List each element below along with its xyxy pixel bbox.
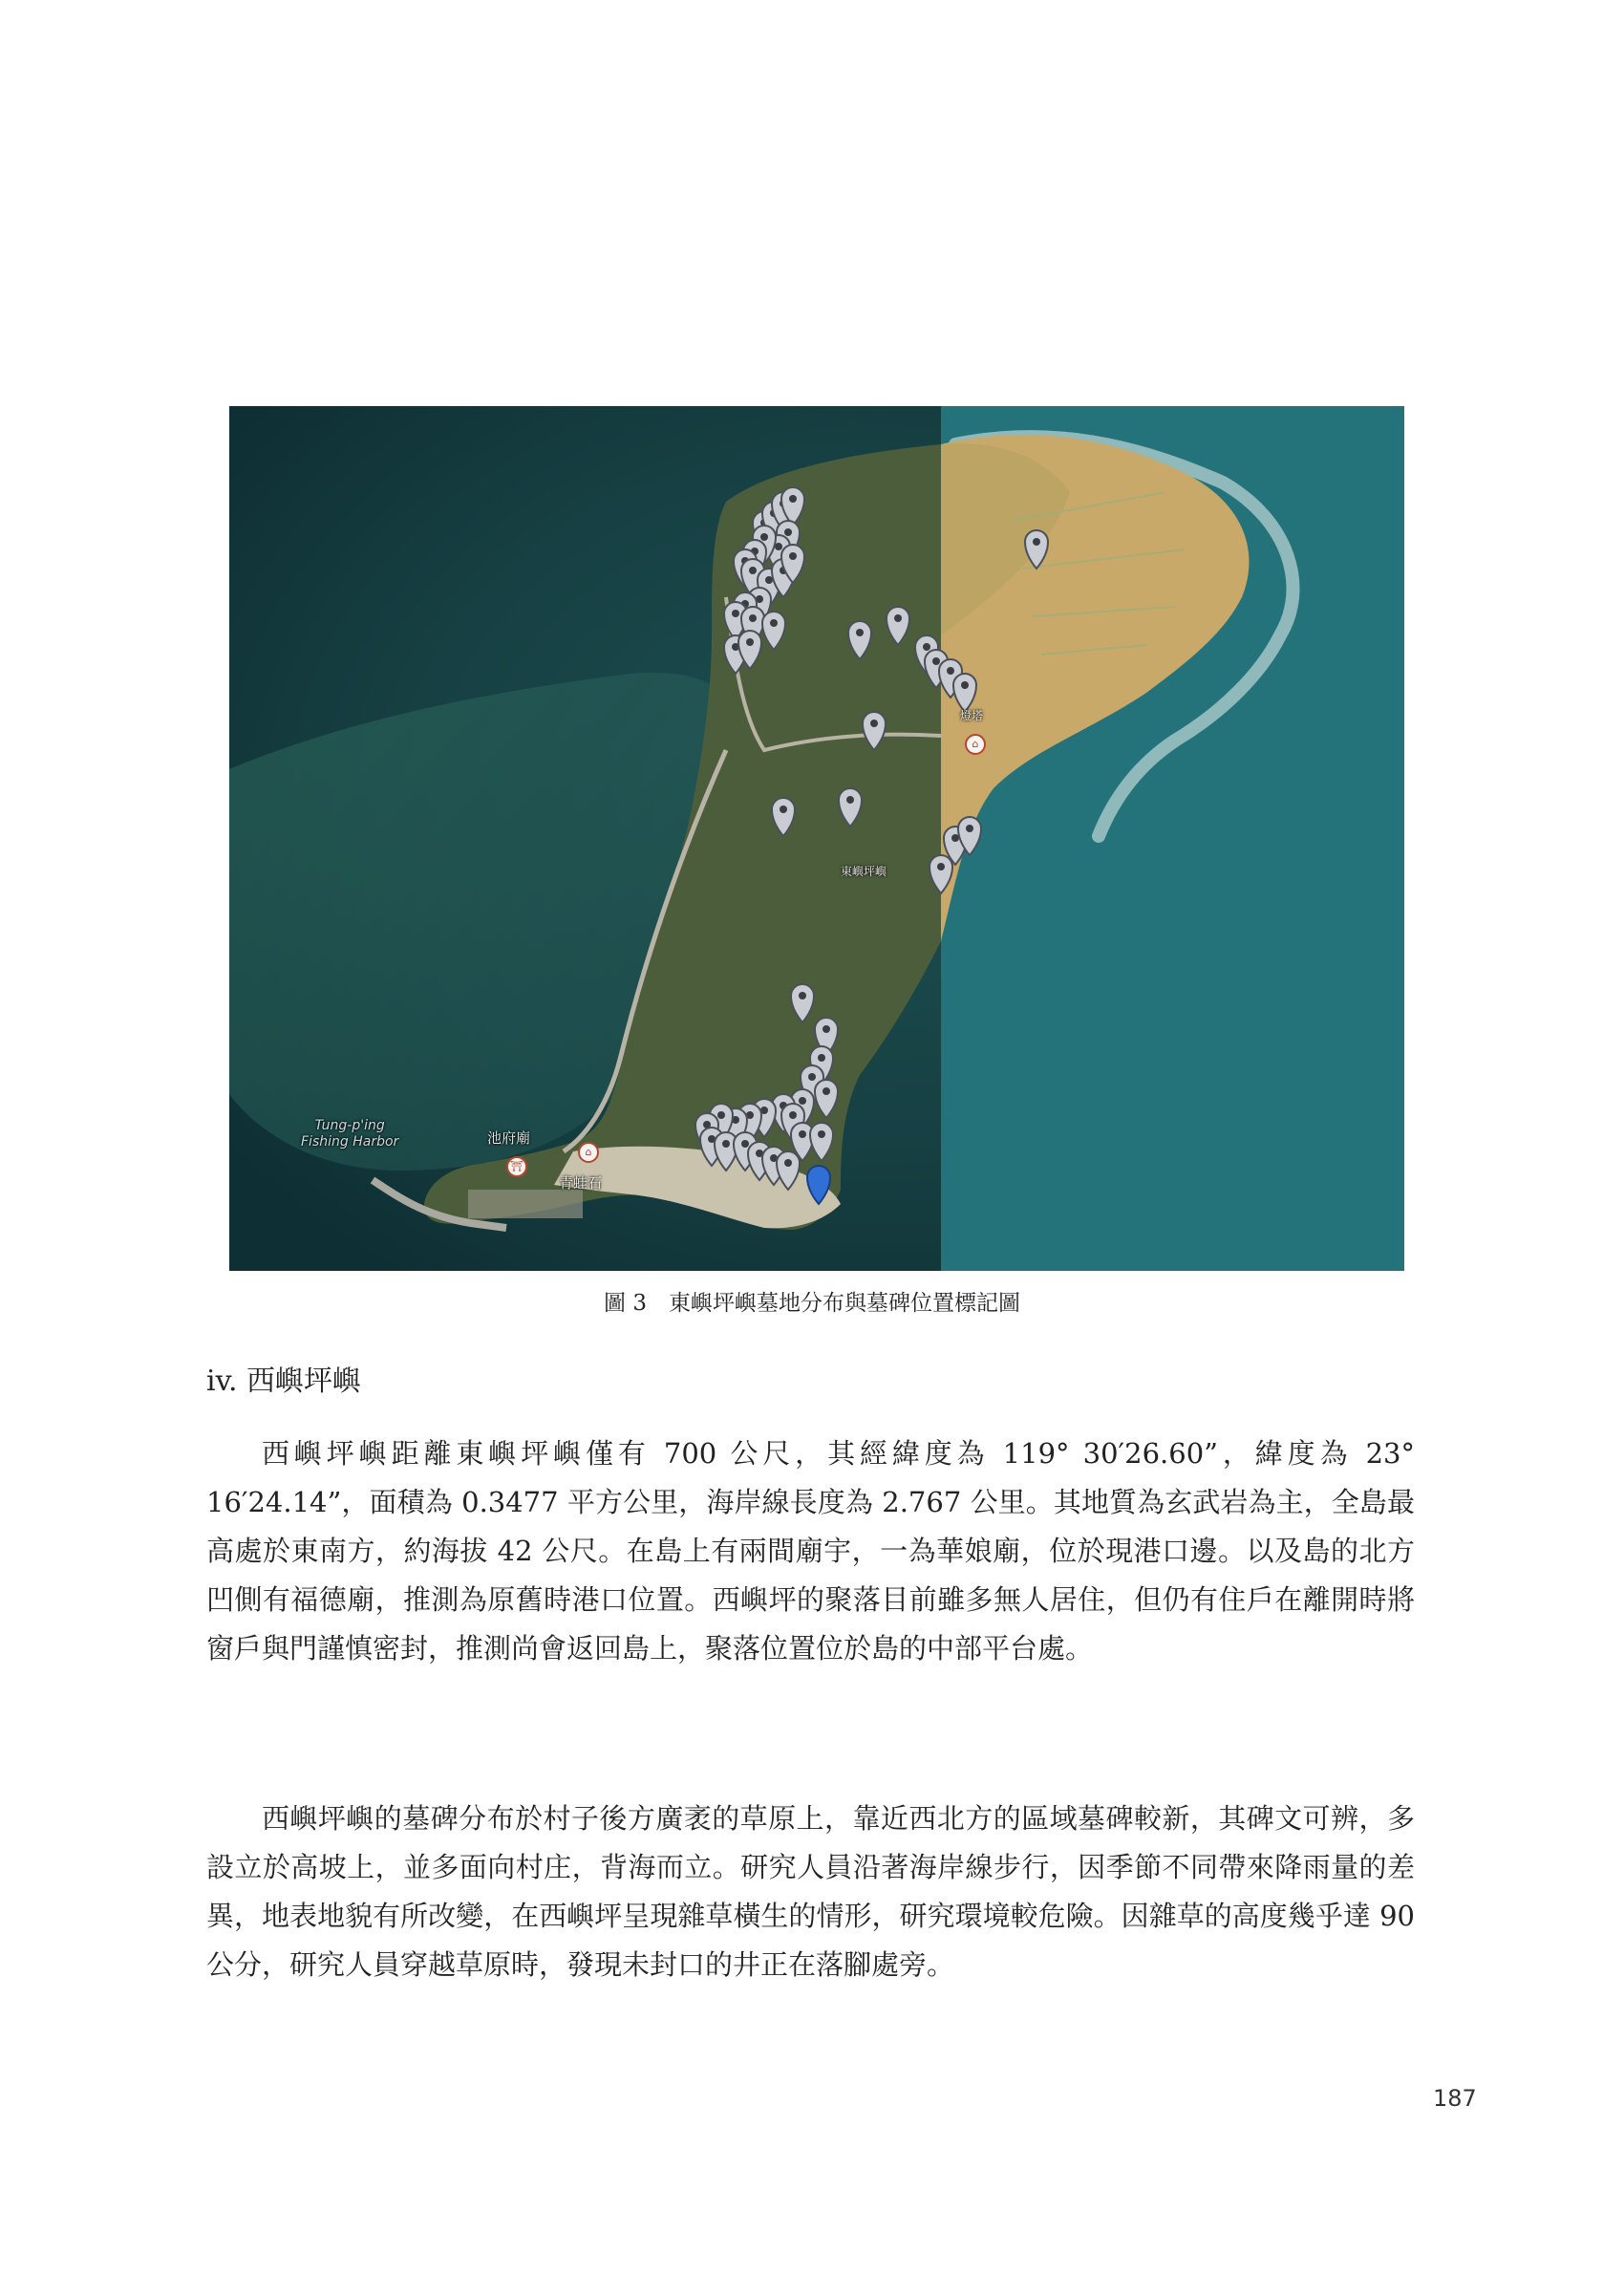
grave-marker-dot	[746, 638, 754, 646]
grave-marker-dot	[808, 1073, 816, 1081]
grave-marker-dot	[732, 610, 739, 617]
grave-marker-dot	[966, 825, 973, 832]
grave-marker-dot	[784, 528, 792, 536]
satellite-map	[229, 406, 1404, 1271]
grave-marker-dot	[780, 806, 787, 813]
stone-icon: ⌂	[578, 1142, 599, 1163]
map-figure	[229, 406, 1404, 1271]
grave-marker-dot	[784, 1159, 792, 1167]
grave-marker-dot	[799, 1097, 806, 1105]
lighthouse-label: 燈塔	[960, 709, 984, 722]
grave-marker-dot	[951, 834, 959, 842]
temple-icon: ⛩	[506, 1156, 527, 1177]
harbor-label: Tung-p'ing Fishing Harbor	[301, 1118, 399, 1150]
grave-marker-dot	[818, 1130, 825, 1138]
paragraph-1: 西嶼坪嶼距離東嶼坪嶼僅有 700 公尺，其經緯度為 119° 30′26.60”，緯度為 23° 16′24.14”，面積為 0.3477 平方公里，海岸線長度為 2.767 公里。其地質為玄武岩為主，全島最高處於東南方，約海拔 42 公尺。在島上有兩間廟宇，一為華娘廟，位於現港口邊。以及島的北方凹側有福德廟，推測為原舊時港口位置。西嶼坪的聚落目前雖多無人居住，但仍有住戶在離開時將窗戶與門謹慎密封，推測尚會返回島上，聚落位置位於島的中部平台處。	[206, 1437, 1415, 1665]
grave-marker-dot	[722, 1140, 730, 1148]
grave-marker-dot	[870, 720, 878, 727]
temple-label: 池府廟	[487, 1129, 531, 1147]
grave-marker-dot	[932, 657, 940, 665]
grave-marker-dot	[823, 1025, 830, 1033]
figure-caption: 圖 3 東嶼坪嶼墓地分布與墓碑位置標記圖	[604, 1291, 1020, 1316]
grave-marker-dot	[789, 1111, 797, 1119]
grave-marker-dot	[923, 643, 930, 651]
grave-marker-dot	[799, 992, 806, 999]
grave-marker-dot	[749, 567, 757, 574]
island-name-label: 東嶼坪嶼	[841, 865, 887, 878]
grave-marker-dot	[789, 495, 797, 503]
lighthouse-icon: ⌂	[965, 734, 986, 755]
paragraph-2: 西嶼坪嶼的墓碑分布於村子後方廣袤的草原上，靠近西北方的區域墓碑較新，其碑文可辨，多設立於高坡上，並多面向村庄，背海而立。研究人員沿著海岸線步行，因季節不同帶來降雨量的差異，地表地貌有所改變，在西嶼坪呈現雜草橫生的情形，研究環境較危險。因雜草的高度幾乎達 90 公分，研究人員穿越草原時，發現未封口的井正在落腳處旁。	[206, 1802, 1415, 1981]
grave-marker-dot	[749, 614, 757, 622]
grave-marker-dot	[818, 1054, 825, 1062]
grave-marker-dot	[770, 619, 778, 627]
grave-marker-dot	[894, 614, 902, 622]
section-heading: iv. 西嶼坪嶼	[206, 1365, 362, 1398]
grave-marker-dot	[961, 681, 969, 689]
grave-marker-dot	[799, 1130, 806, 1138]
harbor-pier	[468, 1190, 583, 1218]
grave-marker-dot	[846, 796, 854, 804]
grave-marker-dot	[856, 629, 864, 636]
grave-marker-dot	[741, 1140, 749, 1148]
grave-marker-dot	[1033, 538, 1040, 546]
grave-marker-dot	[765, 576, 773, 584]
stone-label: 青蛙石	[559, 1174, 603, 1192]
grave-marker-dot	[947, 667, 954, 675]
page-number: 187	[1433, 2085, 1477, 2112]
grave-marker-dot	[937, 863, 945, 870]
grave-marker-dot	[717, 1111, 725, 1119]
grave-marker-dot	[789, 552, 797, 560]
grave-marker-dot	[823, 1087, 830, 1095]
grave-marker-dot	[775, 543, 782, 550]
grave-marker-dot	[760, 533, 768, 541]
